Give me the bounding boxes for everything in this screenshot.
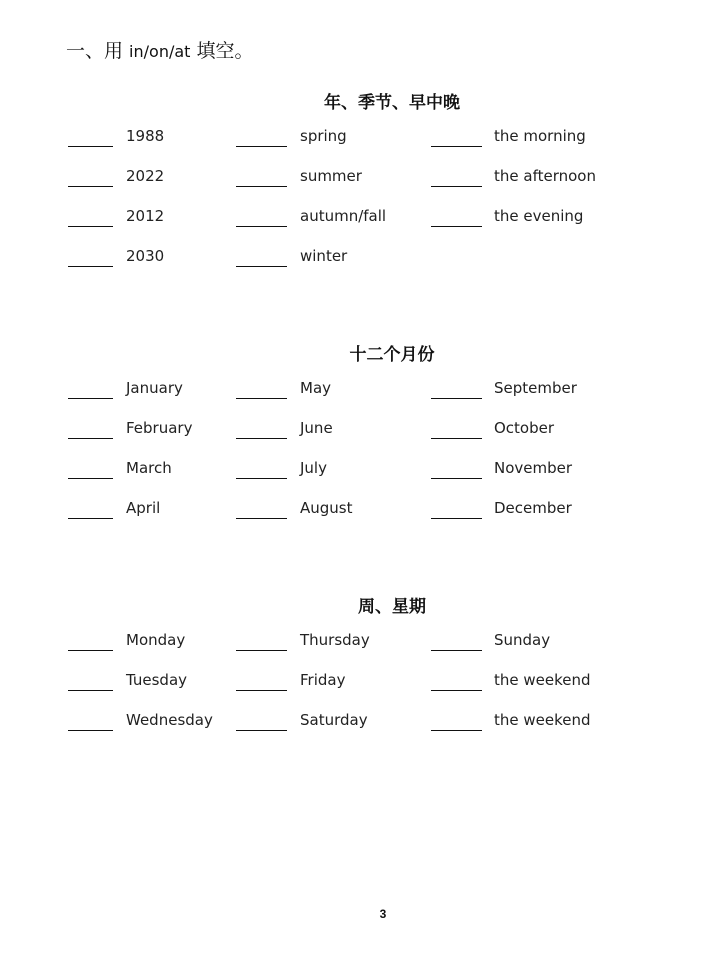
time-word: October (494, 419, 555, 437)
time-word: 2012 (126, 207, 165, 225)
section-heading: 年、季节、早中晚 (324, 93, 460, 113)
time-word: the morning (494, 127, 586, 145)
section-heading: 十二个月份 (349, 345, 435, 365)
time-word: June (300, 419, 333, 437)
exercise-row (0, 247, 716, 271)
time-word: the weekend (494, 711, 591, 729)
time-word: Wednesday (126, 711, 213, 729)
exercise-row (0, 419, 716, 443)
exercise-row (0, 631, 716, 655)
answer-blank[interactable] (68, 398, 113, 399)
answer-blank[interactable] (236, 398, 287, 399)
time-word: Thursday (300, 631, 370, 649)
answer-blank[interactable] (431, 690, 482, 691)
exercise-row (0, 127, 716, 151)
answer-blank[interactable] (68, 518, 113, 519)
title-prepositions: in/on/at (129, 42, 191, 61)
time-word: August (300, 499, 353, 517)
exercise-row (0, 379, 716, 403)
time-word: 2030 (126, 247, 165, 265)
exercise-row (0, 167, 716, 191)
answer-blank[interactable] (431, 518, 482, 519)
exercise-row (0, 711, 716, 735)
time-word: February (126, 419, 193, 437)
answer-blank[interactable] (431, 398, 482, 399)
time-word: the evening (494, 207, 584, 225)
time-word: 1988 (126, 127, 165, 145)
answer-blank[interactable] (236, 478, 287, 479)
answer-blank[interactable] (68, 266, 113, 267)
exercise-row (0, 459, 716, 483)
time-word: summer (300, 167, 362, 185)
title-prefix: 一、用 (66, 40, 130, 62)
time-word: November (494, 459, 573, 477)
answer-blank[interactable] (431, 186, 482, 187)
answer-blank[interactable] (236, 650, 287, 651)
time-word: January (126, 379, 183, 397)
answer-blank[interactable] (236, 226, 287, 227)
answer-blank[interactable] (431, 730, 482, 731)
answer-blank[interactable] (431, 650, 482, 651)
exercise-row (0, 499, 716, 523)
answer-blank[interactable] (236, 730, 287, 731)
answer-blank[interactable] (68, 226, 113, 227)
time-word: Monday (126, 631, 186, 649)
exercise-row (0, 671, 716, 695)
title-suffix: 填空。 (190, 40, 254, 62)
answer-blank[interactable] (236, 518, 287, 519)
answer-blank[interactable] (236, 266, 287, 267)
answer-blank[interactable] (236, 186, 287, 187)
section-heading: 周、星期 (358, 597, 426, 617)
time-word: Tuesday (126, 671, 188, 689)
time-word: September (494, 379, 577, 397)
answer-blank[interactable] (236, 438, 287, 439)
time-word: autumn/fall (300, 207, 387, 225)
time-word: Sunday (494, 631, 551, 649)
answer-blank[interactable] (236, 146, 287, 147)
answer-blank[interactable] (431, 226, 482, 227)
time-word: the weekend (494, 671, 591, 689)
answer-blank[interactable] (68, 690, 113, 691)
answer-blank[interactable] (431, 438, 482, 439)
time-word: the afternoon (494, 167, 596, 185)
time-word: spring (300, 127, 347, 145)
answer-blank[interactable] (68, 438, 113, 439)
answer-blank[interactable] (68, 730, 113, 731)
exercise-title (66, 36, 253, 63)
answer-blank[interactable] (236, 690, 287, 691)
time-word: May (300, 379, 332, 397)
exercise-row (0, 207, 716, 231)
time-word: December (494, 499, 572, 517)
time-word: July (300, 459, 327, 477)
answer-blank[interactable] (431, 146, 482, 147)
time-word: Saturday (300, 711, 368, 729)
time-word: March (126, 459, 172, 477)
answer-blank[interactable] (68, 478, 113, 479)
page-number: 3 (379, 907, 387, 921)
answer-blank[interactable] (68, 146, 113, 147)
time-word: April (126, 499, 161, 517)
answer-blank[interactable] (68, 186, 113, 187)
answer-blank[interactable] (431, 478, 482, 479)
time-word: winter (300, 247, 348, 265)
time-word: 2022 (126, 167, 165, 185)
time-word: Friday (300, 671, 346, 689)
answer-blank[interactable] (68, 650, 113, 651)
